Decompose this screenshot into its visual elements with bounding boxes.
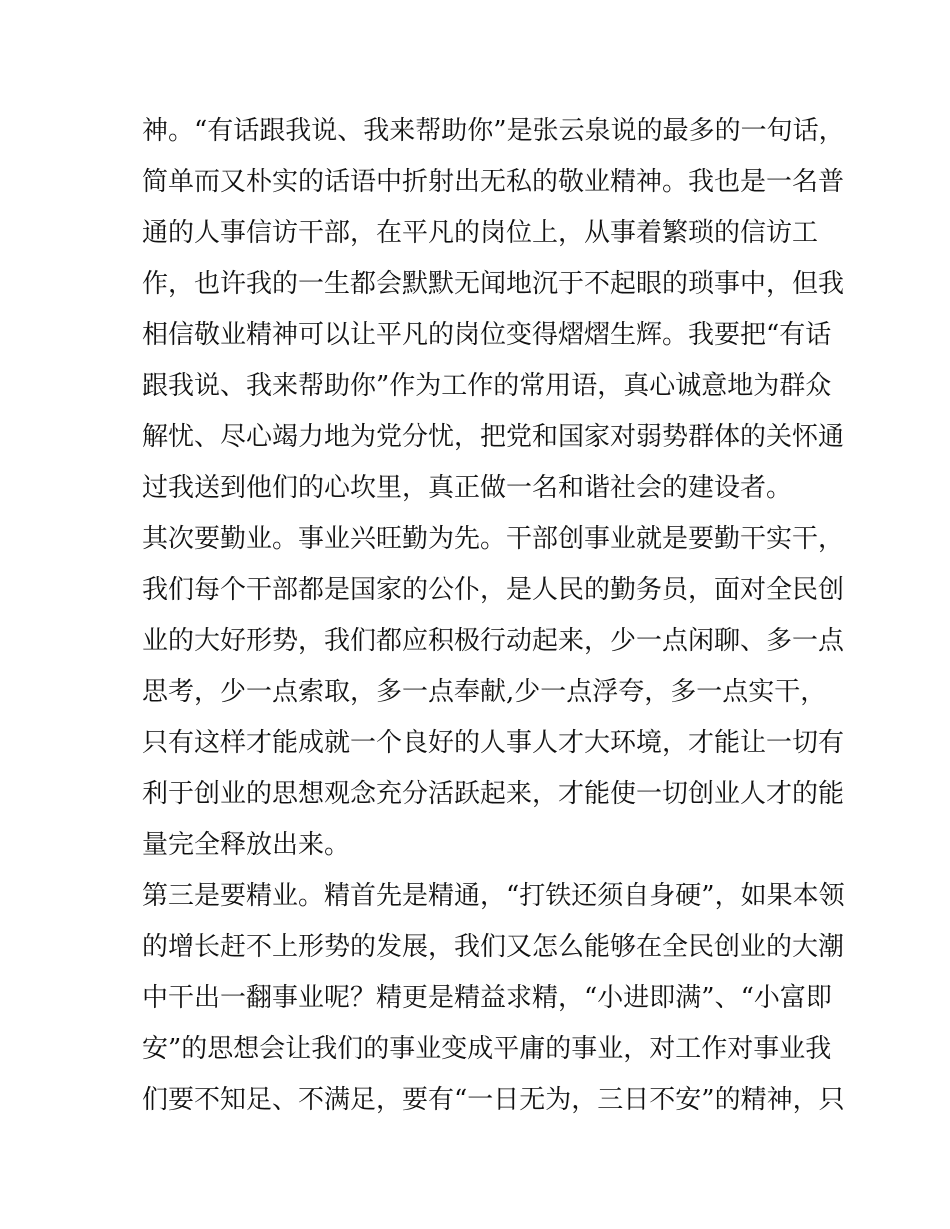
text-line: 作，也许我的一生都会默默无闻地沉于不起眼的琐事中，但我: [142, 269, 845, 299]
body-text: [142, 106, 845, 1126]
text-line: 其次要勤业。事业兴旺勤为先。干部创事业就是要勤干实干，: [142, 524, 845, 554]
text-line: 相信敬业精神可以让平凡的岗位变得熠熠生辉。我要把“有话: [142, 320, 832, 350]
text-line: 神。“有话跟我说、我来帮助你”是张云泉说的最多的一句话，: [142, 116, 845, 146]
text-line: 过我送到他们的心坎里，真正做一名和谐社会的建设者。: [142, 473, 793, 503]
text-line: 只有这样才能成就一个良好的人事人才大环境，才能让一切有: [142, 728, 845, 758]
text-line: 简单而又朴实的话语中折射出无私的敬业精神。我也是一名普: [142, 167, 845, 197]
text-line: 第三是要精业。精首先是精通，“打铁还须自身硬”，如果本领: [142, 881, 845, 911]
text-line: 安”的思想会让我们的事业变成平庸的事业，对工作对事业我: [142, 1034, 832, 1064]
text-line: 利于创业的思想观念充分活跃起来，才能使一切创业人才的能: [142, 779, 845, 809]
text-line: 们要不知足、不满足，要有“一日无为，三日不安”的精神，只: [142, 1085, 845, 1115]
text-line: 中干出一翻事业呢？精更是精益求精，“小进即满”、“小富即: [142, 983, 832, 1013]
text-line: 的增长赶不上形势的发展，我们又怎么能够在全民创业的大潮: [142, 932, 845, 962]
text-line: 思考，少一点索取，多一点奉献,少一点浮夸，多一点实干，: [142, 677, 827, 707]
text-line: 跟我说、我来帮助你”作为工作的常用语，真心诚意地为群众: [142, 371, 832, 401]
text-line: 量完全释放出来。: [142, 830, 351, 860]
text-line: 我们每个干部都是国家的公仆，是人民的勤务员，面对全民创: [142, 575, 845, 605]
text-line: 解忧、尽心竭力地为党分忧，把党和国家对弱势群体的关怀通: [142, 422, 845, 452]
text-line: 业的大好形势，我们都应积极行动起来，少一点闲聊、多一点: [142, 626, 845, 656]
text-line: 通的人事信访干部，在平凡的岗位上，从事着繁琐的信访工: [142, 218, 819, 248]
